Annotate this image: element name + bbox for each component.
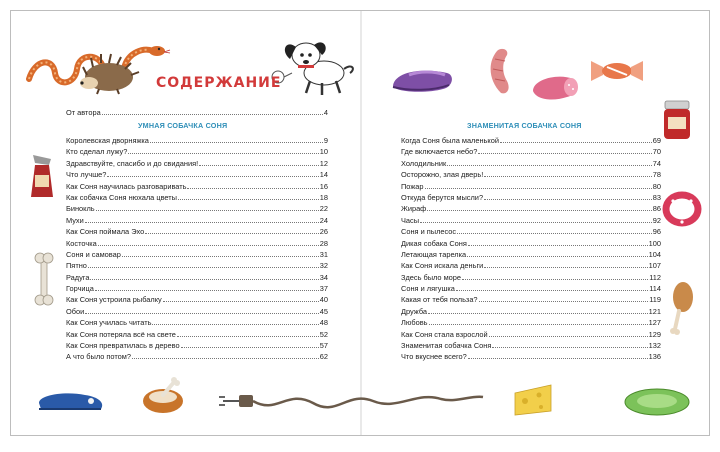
right-toc-list [401, 135, 661, 363]
list-item[interactable] [401, 135, 661, 146]
entry-page: 62 [319, 352, 328, 362]
leader-dots [429, 317, 648, 325]
list-item[interactable] [66, 340, 328, 351]
leader-dots [150, 135, 323, 143]
sausage-icon [481, 47, 521, 97]
list-item[interactable] [401, 181, 661, 192]
entry-page: 136 [648, 352, 661, 362]
list-item[interactable] [66, 351, 328, 362]
book-spread [10, 10, 710, 436]
entry-title: Как Соня стала взрослой [401, 329, 488, 339]
entry-page: 104 [648, 249, 661, 259]
list-item[interactable] [66, 260, 328, 271]
leader-dots [456, 283, 648, 291]
entry-title: Здесь было море [401, 272, 462, 282]
entry-page: 28 [319, 238, 328, 248]
entry-title: Дружба [401, 306, 428, 316]
list-item[interactable] [401, 351, 661, 362]
entry-title: Пятно [66, 261, 87, 271]
leader-dots [199, 158, 319, 166]
entry-page: 119 [649, 295, 661, 305]
entry-title: От автора [66, 108, 101, 117]
entry-page: 31 [319, 249, 328, 259]
entry-title: Дикая собака Соня [401, 238, 467, 248]
bowl-icon [141, 377, 185, 419]
entry-page: 80 [652, 181, 661, 191]
entry-page: 34 [319, 272, 328, 282]
list-item[interactable] [401, 226, 661, 237]
entry-page: 32 [319, 261, 328, 271]
entry-title: Жираф [401, 204, 427, 214]
entry-title: Как Соня превратилась в дерево [66, 341, 180, 351]
leader-dots [479, 294, 649, 302]
page-title: СОДЕРЖАНИЕ [156, 75, 282, 91]
leader-dots [447, 158, 652, 166]
entry-page: 22 [319, 204, 328, 214]
entry-title: Косточка [66, 238, 97, 248]
entry-page: 129 [648, 329, 661, 339]
list-item[interactable] [401, 238, 661, 249]
list-item[interactable] [66, 181, 328, 192]
list-item[interactable] [66, 272, 328, 283]
leader-dots [462, 272, 648, 280]
entry-page: 48 [319, 318, 328, 328]
leader-dots [484, 260, 647, 268]
entry-title: Холодильник [401, 158, 447, 168]
list-item[interactable] [401, 329, 661, 340]
list-item[interactable] [401, 215, 661, 226]
leader-dots [181, 340, 319, 348]
leader-dots [428, 306, 648, 314]
entry-title: Осторожно, злая дверь! [401, 170, 484, 180]
entry-title: Пожар [401, 181, 424, 191]
leader-dots [492, 340, 647, 348]
entry-page: 70 [652, 147, 661, 157]
entry-title: Знаменитая собачка Соня [401, 341, 492, 351]
entry-title: Когда Соня была маленькой [401, 136, 499, 145]
entry-title: Горчица [66, 284, 94, 294]
entry-title: Мухи [66, 215, 84, 225]
list-item[interactable] [66, 294, 328, 305]
list-item[interactable] [66, 169, 328, 180]
entry-title: Любовь [401, 318, 428, 328]
entry-page: 18 [319, 192, 328, 202]
entry-page: 57 [319, 341, 328, 351]
list-item[interactable] [66, 226, 328, 237]
list-item[interactable] [66, 146, 328, 157]
list-item[interactable] [66, 192, 328, 203]
entry-title: Соня и пылесос [401, 227, 457, 237]
leader-dots [90, 272, 318, 280]
entry-title: Как Соня искала деньги [401, 261, 484, 271]
leader-dots [102, 107, 323, 115]
list-item[interactable] [401, 203, 661, 214]
entry-title: Как Соня научилась разговаривать [66, 181, 187, 191]
entry-title: Как Соня поймала Эхо [66, 227, 145, 237]
entry-title: Обои [66, 306, 85, 316]
entry-title: Соня и самовар [66, 249, 121, 259]
leader-dots [95, 283, 319, 291]
leader-dots [489, 329, 648, 337]
list-item[interactable] [66, 107, 328, 118]
entry-page: 86 [652, 204, 661, 214]
leader-dots [178, 192, 319, 200]
leader-dots [128, 146, 318, 154]
entry-title: Откуда берутся мысли? [401, 192, 484, 202]
collar-icon [661, 189, 703, 229]
leader-dots [85, 215, 319, 223]
leader-dots [468, 238, 648, 246]
shoe-icon [35, 387, 107, 413]
entry-page: 37 [319, 284, 328, 294]
list-item[interactable] [66, 158, 328, 169]
list-item[interactable] [401, 306, 661, 317]
entry-title: А что было потом? [66, 352, 131, 362]
page-gutter [360, 11, 362, 435]
entry-page: 40 [319, 295, 328, 305]
entry-page: 112 [649, 272, 661, 282]
plug-cord-icon [217, 381, 487, 421]
entry-title: Как Соня училась читать [66, 318, 152, 328]
entry-page: 52 [319, 329, 328, 339]
list-item[interactable] [66, 215, 328, 226]
entry-title: Соня и лягушка [401, 284, 455, 294]
leader-dots [107, 169, 318, 177]
entry-title: Как Соня потеряла всё на свете [66, 329, 176, 339]
jar-icon [27, 151, 57, 201]
entry-page: 121 [648, 306, 661, 316]
entry-title: Что лучше? [66, 170, 107, 180]
list-item[interactable] [66, 317, 328, 328]
entry-page: 26 [319, 227, 328, 237]
leader-dots [457, 226, 652, 234]
entry-page: 69 [652, 136, 661, 145]
list-item[interactable] [66, 329, 328, 340]
list-item[interactable] [66, 283, 328, 294]
entry-title: Как Соня устроила рыбалку [66, 295, 162, 305]
entry-page: 83 [652, 192, 661, 202]
leader-dots [132, 351, 319, 359]
leader-dots [478, 146, 651, 154]
entry-title: Бинокль [66, 204, 95, 214]
entry-page: 96 [652, 227, 661, 237]
entry-title: Часы [401, 215, 420, 225]
candy-icon [589, 55, 645, 85]
entry-title: Радуга [66, 272, 90, 282]
leader-dots [152, 317, 318, 325]
entry-page: 14 [319, 170, 328, 180]
leader-dots [420, 215, 652, 223]
leader-dots [425, 181, 652, 189]
entry-page: 100 [648, 238, 661, 248]
list-item[interactable] [401, 192, 661, 203]
left-section-title: УМНАЯ СОБАЧКА СОНЯ [138, 121, 228, 130]
plate-icon [621, 385, 693, 419]
leader-dots [187, 181, 318, 189]
entry-title: Здравствуйте, спасибо и до свидания! [66, 158, 199, 168]
entry-title: Королевская дворняжка [66, 136, 149, 145]
leader-dots [467, 249, 648, 257]
leader-dots [427, 203, 652, 211]
entry-page: 107 [648, 261, 661, 271]
leader-dots [98, 238, 319, 246]
cheese-icon [511, 379, 555, 419]
leader-dots [85, 306, 319, 314]
entry-title: Как собачка Соня нюхала цветы [66, 192, 177, 202]
entry-page: 132 [648, 341, 661, 351]
list-item[interactable] [401, 249, 661, 260]
list-item[interactable] [401, 283, 661, 294]
entry-title: Кто сделал лужу? [66, 147, 128, 157]
leader-dots [484, 169, 651, 177]
entry-page: 9 [323, 136, 328, 145]
list-item[interactable] [401, 340, 661, 351]
leader-dots [88, 260, 319, 268]
entry-title: Что вкуснее всего? [401, 352, 467, 362]
bone-icon [33, 251, 55, 307]
entry-page: 114 [649, 284, 661, 294]
leader-dots [500, 135, 652, 143]
list-item[interactable] [401, 317, 661, 328]
entry-page: 24 [319, 215, 328, 225]
list-item[interactable] [66, 203, 328, 214]
slipper-icon [389, 63, 455, 95]
entry-title: Летающая тарелка [401, 249, 467, 259]
entry-title: Где включается небо? [401, 147, 478, 157]
leader-dots [177, 329, 319, 337]
list-item[interactable] [66, 135, 328, 146]
drumstick-icon [665, 279, 697, 335]
entry-page: 78 [652, 170, 661, 180]
leader-dots [96, 203, 319, 211]
sausage-slice-icon [529, 69, 581, 105]
list-item[interactable] [66, 238, 328, 249]
entry-page: 4 [323, 108, 328, 117]
entry-page: 74 [652, 158, 661, 168]
intro-list [66, 107, 328, 118]
hedgehog-icon [73, 53, 143, 95]
list-item[interactable] [401, 169, 661, 180]
right-section-title: ЗНАМЕНИТАЯ СОБАЧКА СОНЯ [467, 121, 582, 130]
entry-page: 92 [652, 215, 661, 225]
list-item[interactable] [401, 272, 661, 283]
leader-dots [122, 249, 319, 257]
list-item[interactable] [66, 249, 328, 260]
left-toc-list [66, 135, 328, 363]
leader-dots [145, 226, 319, 234]
list-item[interactable] [401, 158, 661, 169]
list-item[interactable] [66, 306, 328, 317]
entry-page: 16 [319, 181, 328, 191]
entry-page: 127 [648, 318, 661, 328]
entry-page: 45 [319, 306, 328, 316]
entry-title: Какая от тебя польза? [401, 295, 478, 305]
entry-page: 12 [319, 158, 328, 168]
leader-dots [484, 192, 652, 200]
list-item[interactable] [401, 260, 661, 271]
leader-dots [468, 351, 648, 359]
jam-jar-icon [659, 95, 695, 143]
list-item[interactable] [401, 146, 661, 157]
leader-dots [163, 294, 319, 302]
entry-page: 10 [319, 147, 328, 157]
list-item[interactable] [401, 294, 661, 305]
